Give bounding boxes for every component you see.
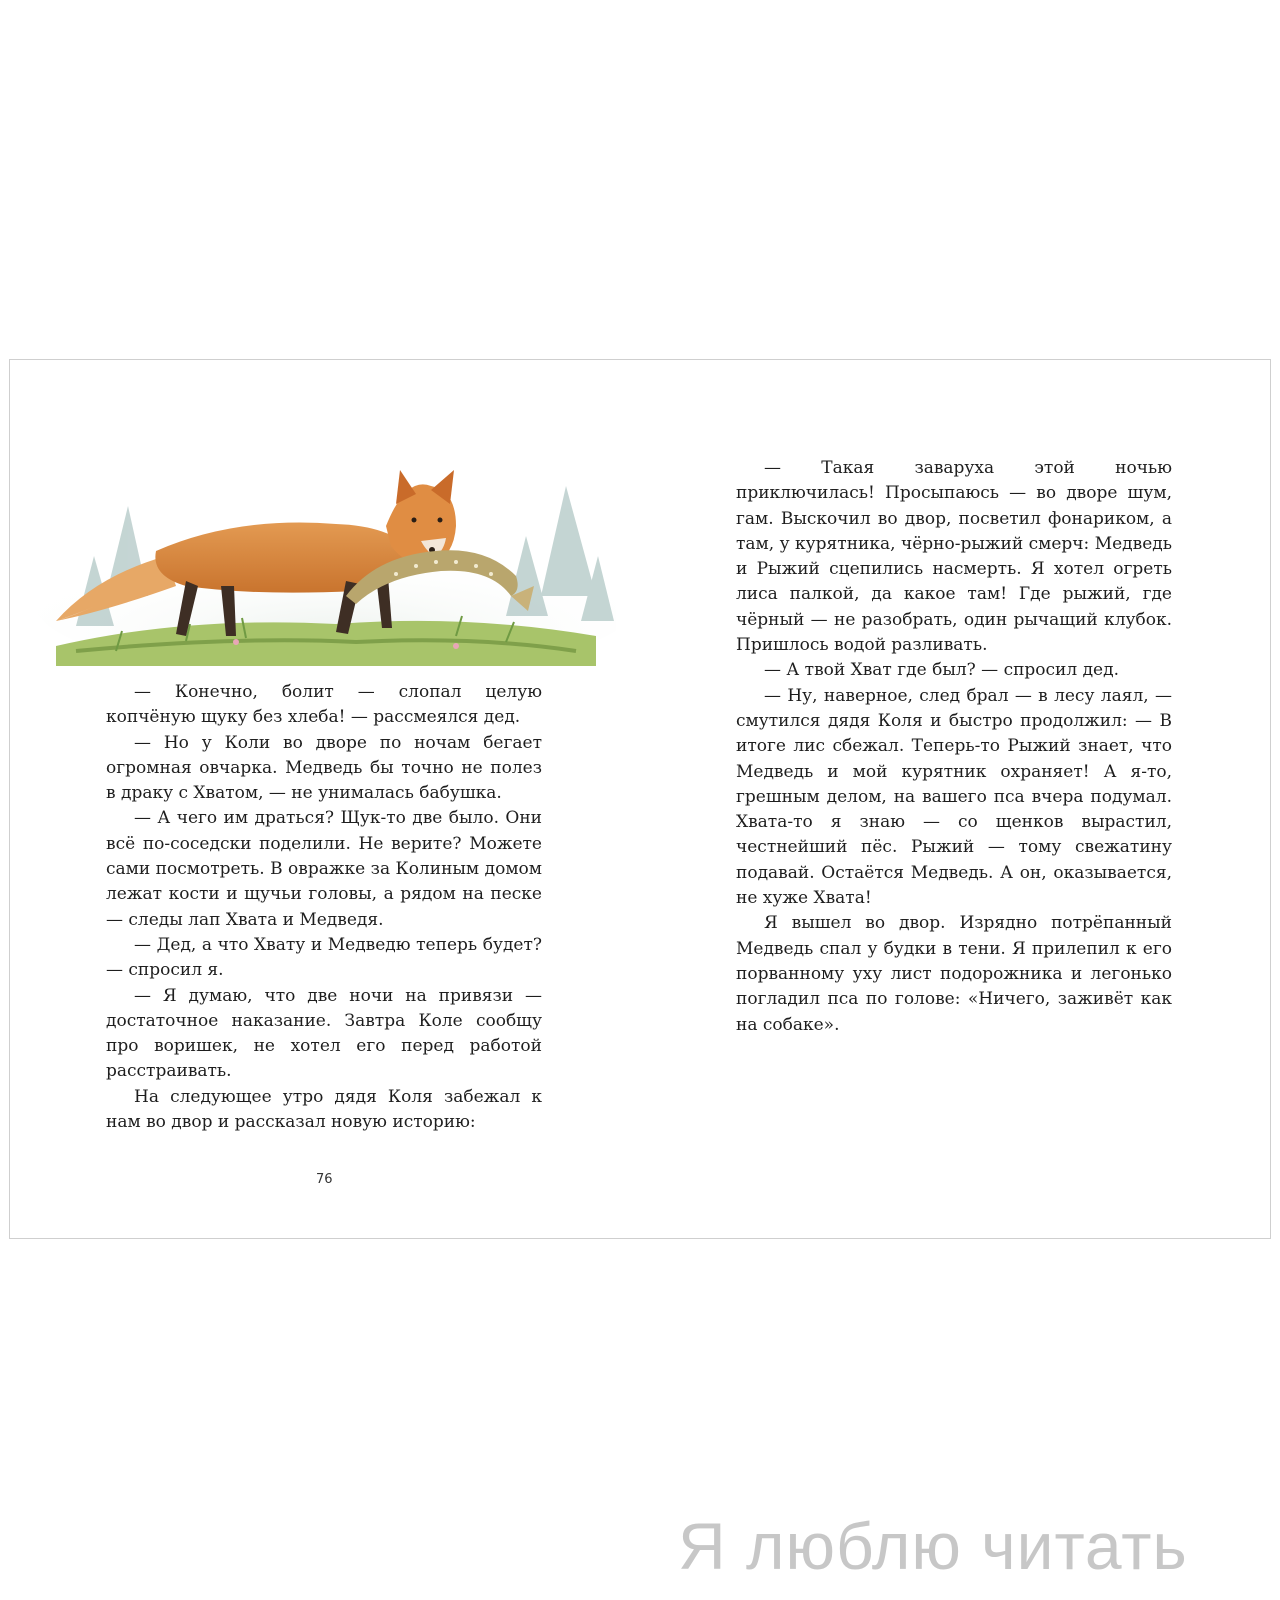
paragraph: — Конечно, болит — слопал целую копчёную щуку без хлеба! — рассмеялся дед.	[106, 682, 542, 728]
paragraph: Я вышел во двор. Изрядно потрёпанный Медведь спал у будки в тени. Я прилепил к его порванному уху лист подорожника и легонько погладил пса по голове: «Ничего, заживёт как на собаке».	[736, 913, 1172, 1035]
paragraph: — Я думаю, что две ночи на привязи — достаточное наказание. Завтра Коле сообщу про воришек, не хотел его перед работой расстраивать.	[106, 985, 542, 1082]
paragraph: — Ну, наверное, след брал — в лесу лаял, — смутился дядя Коля и быстро продолжил: — В итоге лис сбежал. Теперь-то Рыжий знает, что Медведь и мой курятник охраняет! А я-то, грешным делом, на вашего пса вчера подумал. Хвата-то я знаю — со щенков вырастил, честнейший пёс. Рыжий — тому свежатину подавай. Остаётся Медведь. А он, оказывается, не хуже Хвата!	[736, 685, 1172, 909]
fox-with-pike-illustration	[36, 446, 616, 666]
book-spread	[9, 359, 1271, 1239]
page-number: 76	[316, 1172, 333, 1187]
paragraph: — А чего им драться? Щук-то две было. Они всё по-соседски поделили. Не верите? Можете сами посмотреть. В овражке за Колиным домом лежат кости и щучьи головы, а рядом на песке — следы лап Хвата и Медведя.	[106, 808, 542, 930]
paragraph: — А твой Хват где был? — спросил дед.	[764, 660, 1119, 681]
paragraph: — Но у Коли во дворе по ночам бегает огромная овчарка. Медведь бы точно не полез в драку с Хватом, — не унималась бабушка.	[106, 732, 542, 804]
paragraph: — Дед, а что Хвату и Медведю теперь будет? — спросил я.	[106, 934, 542, 981]
paragraph: — Такая заваруха этой ночью приключилась! Просыпаюсь — во дворе шум, гам. Выскочил во двор, посветил фонариком, а там, у курятника, чёрно-рыжий смерч: Медведь и Рыжий сцепились насмерть. Я хотел огреть лиса палкой, да какое там! Где рыжий, где чёрный — не разобрать, один рычащий клубок. Пришлось водой разливать.	[736, 458, 1172, 656]
watermark: Я люблю читать	[678, 1509, 1188, 1583]
paragraph: На следующее утро дядя Коля забежал к нам во двор и рассказал новую историю:	[106, 1086, 542, 1133]
right-page-text	[736, 456, 1172, 1038]
left-page-text	[106, 680, 542, 1135]
